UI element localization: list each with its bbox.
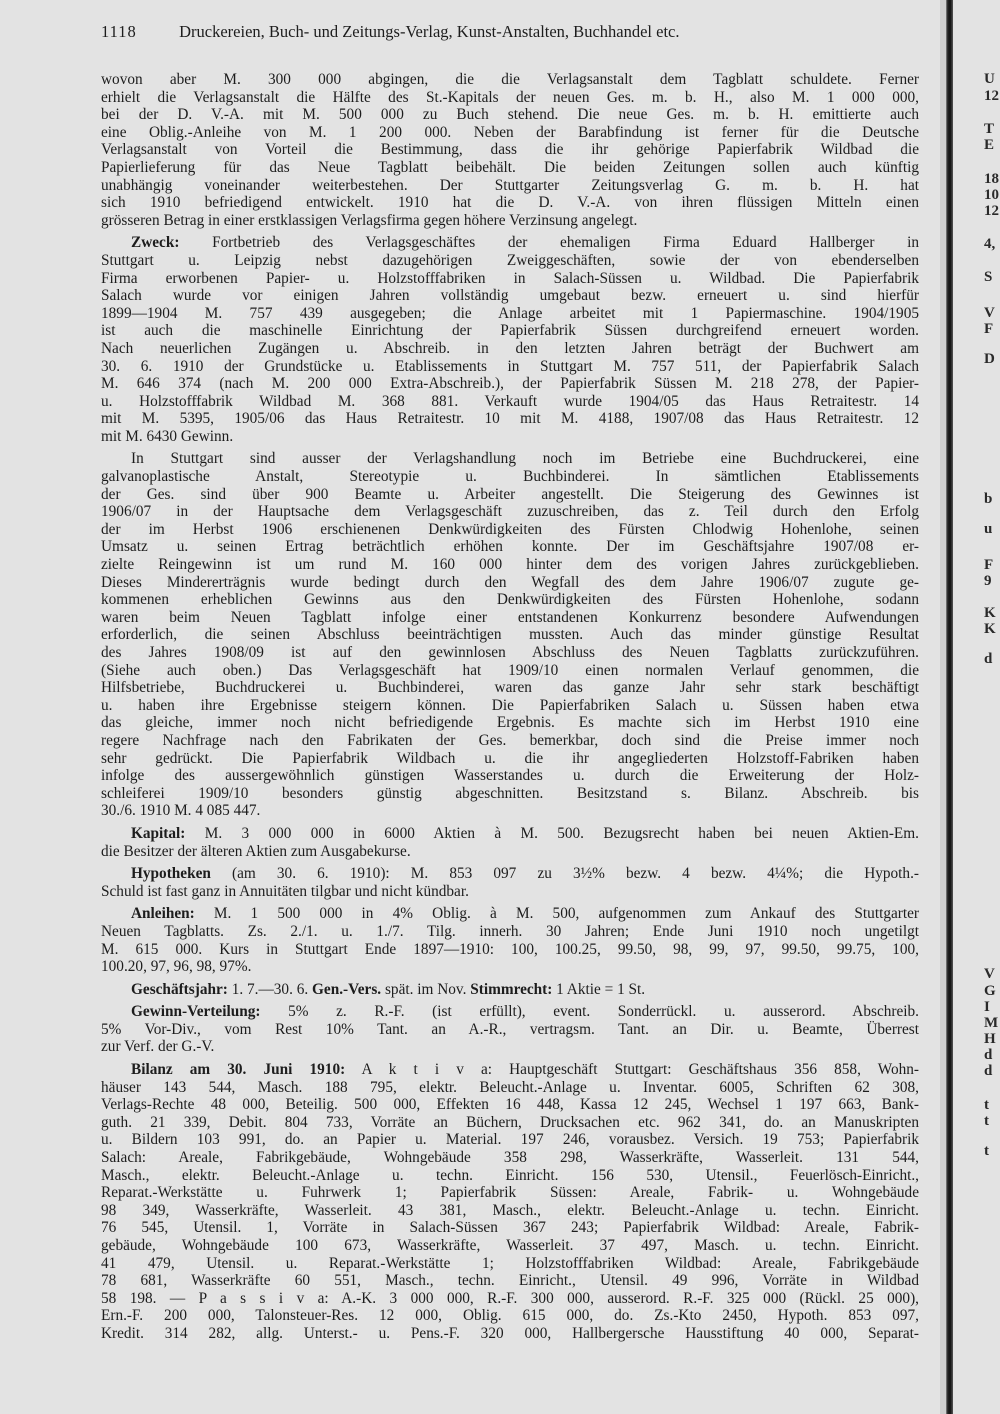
- fragment-text: u: [984, 521, 993, 537]
- section-keyword: Bilanz am 30. Juni 1910:: [131, 1061, 346, 1079]
- text-run: 1. 7.—30. 6.: [227, 980, 313, 998]
- text-line: [101, 340, 919, 358]
- text-line: [101, 732, 919, 750]
- text-line: [101, 1307, 919, 1325]
- paragraph: [101, 234, 919, 445]
- text-line: [101, 124, 919, 142]
- fragment-text: t: [984, 1143, 989, 1159]
- text-run: regere Nachfrage nach den Fabrikaten der Ges. bemerkbar, doch sind die Preise immer noch: [101, 731, 919, 749]
- text-run: Nach neuerlichen Zugängen u. Abschreib. in den letzten Jahren beträgt der Buchwert am: [101, 339, 919, 357]
- text-line: [101, 159, 919, 177]
- text-line: [101, 785, 919, 803]
- text-run: (Siehe auch oben.) Das Verlagsgeschäft hat 1909/10 einen normalen Verlauf genommen, die: [101, 661, 919, 679]
- text-line: [101, 89, 919, 107]
- text-line: [101, 468, 919, 486]
- text-line: [101, 1255, 919, 1273]
- text-run: spät. im Nov.: [381, 980, 471, 998]
- text-run: bei der D. V.-A. mit M. 500 000 zu Buch stehend. Die neue Ges. m. b. H. emittierte auch: [101, 106, 919, 124]
- text-run: des Jahres 1908/09 ist auf den gewinnlosen Abschluss des Neuen Tagblatts zurückzuführen.: [101, 644, 919, 661]
- section-keyword: Kapital:: [131, 824, 186, 842]
- paragraph: [101, 71, 919, 229]
- fragment-text: t: [984, 1113, 989, 1129]
- text-run: eine Oblig.-Anleihe von M. 1 200 000. Neben der Barabfindung ist ferner für die Deutsche: [101, 123, 919, 141]
- text-line: [101, 521, 919, 539]
- text-line: [101, 679, 919, 697]
- text-line: [101, 883, 919, 901]
- text-line: [101, 626, 919, 644]
- text-run: wovon aber M. 300 000 abgingen, die die Verlagsanstalt dem Tagblatt schuldete. Ferner: [101, 71, 919, 88]
- section-keyword: Stimmrecht:: [470, 980, 553, 998]
- document-body: [101, 71, 919, 1343]
- text-line: [101, 375, 919, 393]
- text-line: [101, 644, 919, 662]
- text-line: [101, 1184, 919, 1202]
- text-line: [101, 1149, 919, 1167]
- text-run: 98 349, Wasserkräfte, Wasserleit. 43 381, Masch., elektr. Beleucht.-Anlage u. techn. Einricht.: [101, 1201, 919, 1219]
- section-keyword: Gen.-Vers.: [312, 980, 382, 998]
- text-run: der Ges. sind über 900 Beamte u. Arbeiter angestellt. Die Steigerung des Gewinnes ist: [101, 485, 919, 503]
- text-line: [101, 697, 919, 715]
- fragment-text: 4,: [984, 236, 996, 252]
- text-run: M. 615 000. Kurs in Stuttgart Ende 1897—1910: 100, 100.25, 99.50, 98, 99, 97, 99.50, 99.75, 100,: [101, 940, 919, 958]
- text-run: sehr gedrückt. Die Papierfabrik Wildbach u. die ihr angegliederten Holzstoff-Fabriken haben: [101, 749, 919, 767]
- text-run: 58 198. — P a s s i v a: A.-K. 3 000 000, R.-F. 300 000, ausserord. R.-F. 325 000 (Rückl. 25 000),: [101, 1289, 919, 1307]
- fragment-text: 10: [984, 187, 999, 203]
- text-run: Kredit. 314 282, allg. Unterst.- u. Pens.-F. 320 000, Hallbergersche Hausstiftung 40 000, Separat-: [101, 1324, 919, 1342]
- text-line: [101, 923, 919, 941]
- text-run: Salach wurde vor einigen Jahren vollständig umgebaut bezw. erneuert u. sind hierfür: [101, 287, 919, 305]
- text-run: guth. 21 339, Debit. 804 733, Vorräte an Büchern, Drucksachen etc. 962 341, do. an Manuskripten: [101, 1113, 919, 1131]
- text-line: [101, 141, 919, 159]
- text-line: [101, 1038, 919, 1056]
- fragment-text: V: [984, 966, 995, 982]
- text-line: [101, 1021, 919, 1039]
- text-run: 76 545, Utensil. 1, Vorräte in Salach-Süssen 367 243; Papierfabrik Wildbad: Areale, Fabrik-: [101, 1219, 919, 1237]
- text-line: [101, 556, 919, 574]
- text-run: 1899—1904 M. 757 439 ausgegeben; die Anlage arbeitet mit 1 Papiermaschine. 1904/1905: [101, 304, 919, 322]
- fragment-text: d: [984, 1063, 993, 1079]
- text-line: [101, 410, 919, 428]
- text-line: [101, 767, 919, 785]
- fragment-text: 12: [984, 88, 999, 104]
- text-line: [101, 1325, 919, 1343]
- text-line: [101, 270, 919, 288]
- text-run: waren beim Neuen Tagblatt infolge einer entstandenen Konkurrenz besondere Aufwendungen: [101, 608, 919, 626]
- text-line: [101, 591, 919, 609]
- text-line: [101, 1079, 919, 1097]
- fragment-text: D: [984, 351, 995, 367]
- text-run: ist auch die maschinelle Einrichtung der Papierfabrik Süssen durchgreifend erneuert worden.: [101, 322, 919, 340]
- paragraph: [101, 865, 919, 900]
- text-line: [101, 1096, 919, 1114]
- fragment-text: E: [984, 137, 995, 153]
- text-run: Salach: Areale, Fabrikgebäude, Wohngebäude 358 298, Wasserkräfte, Wasserleit. 131 544,: [101, 1149, 919, 1167]
- text-run: Verlags-Rechte 48 000, Beteilig. 500 000, Effekten 16 448, Kassa 12 245, Wechsel 1 197 663, Bank-: [101, 1096, 919, 1114]
- fragment-text: 18: [984, 171, 999, 187]
- text-line: [101, 802, 919, 820]
- text-line: [101, 662, 919, 680]
- paragraph: [101, 1061, 919, 1343]
- paragraph: [101, 825, 919, 860]
- section-keyword: Hypotheken: [131, 865, 211, 883]
- fragment-text: 9: [984, 573, 992, 589]
- text-run: Masch., elektr. Beleucht.-Anlage u. techn. Einricht. 156 530, Utensil., Feuerlösch-Einricht.,: [101, 1166, 919, 1184]
- fragment-text: T: [984, 121, 995, 137]
- text-run: Umsatz u. seinen Ertrag beträchtlich erhöhen konnte. Der im Geschäftsjahre 1907/08 er-: [101, 538, 919, 556]
- text-line: [101, 750, 919, 768]
- text-line: [101, 574, 919, 592]
- text-line: [101, 941, 919, 959]
- text-line: [101, 428, 919, 446]
- text-run: In Stuttgart sind ausser der Verlagshandlung noch im Betriebe eine Buchdruckerei, eine: [131, 450, 919, 468]
- fragment-text: U: [984, 71, 995, 87]
- text-run: Firma erworbenen Papier- u. Holzstofffabriken in Salach-Süssen u. Wildbad. Die Papierfabrik: [101, 269, 919, 287]
- text-line: [101, 1114, 919, 1132]
- text-run: 5% z. R.-F. (ist erfüllt), event. Sonderrückl. u. ausserord. Abschreib.: [260, 1003, 919, 1021]
- text-run: Dieses Mindererträgnis wurde bedingt durch den Wegfall des dem Jahre 1906/07 zugute ge-: [101, 573, 919, 591]
- text-run: u. haben ihre Ergebnisse steigern können. Die Papierfabriken Salach u. Süssen haben etwa: [101, 696, 919, 714]
- text-line: [101, 609, 919, 627]
- section-keyword: Geschäftsjahr:: [131, 980, 228, 998]
- text-run: grösseren Betrag in einer erstklassigen Verlagsfirma gegen höhere Verzinsung angelegt.: [101, 211, 638, 229]
- text-run: Hilfsbetriebe, Buchdruckerei u. Buchbinderei, waren das ganze Jahr sehr stark beschäftigt: [101, 679, 919, 697]
- section-keyword: Gewinn-Verteilung:: [131, 1003, 261, 1021]
- text-line: [101, 538, 919, 556]
- text-line: [101, 1202, 919, 1220]
- text-run: schleiferei 1909/10 besonders günstig abgeschnitten. Besitzstand s. Bilanz. Abschreib. bis: [101, 784, 919, 802]
- text-line: [101, 981, 919, 999]
- fragment-text: d: [984, 1047, 993, 1063]
- fragment-text: I: [984, 999, 990, 1015]
- fragment-text: F: [984, 557, 994, 573]
- text-run: mit M. 5395, 1905/06 das Haus Retraitestr. 10 mit M. 4188, 1907/08 das Haus Retraitestr. 12: [101, 410, 919, 428]
- fragment-text: d: [984, 651, 993, 667]
- text-run: A k t i v a: Hauptgeschäft Stuttgart: Geschäftshaus 356 858, Wohn-: [345, 1061, 919, 1079]
- text-run: das gleiche, immer noch nicht befriedigende Ergebnis. Es machte sich im Herbst 1910 eine: [101, 714, 919, 732]
- fragment-text: M: [984, 1015, 999, 1031]
- text-run: kommenen erheblichen Gewinns aus den Denkwürdigkeiten des Fürsten Hohenlohe, sodann: [101, 591, 919, 609]
- paragraph: [101, 905, 919, 975]
- fragment-text: K: [984, 605, 996, 621]
- running-title: Druckereien, Buch- und Zeitungs-Verlag, Kunst-Anstalten, Buchhandel etc.: [179, 22, 680, 41]
- paragraph: [101, 1003, 919, 1056]
- text-line: [101, 958, 919, 976]
- text-run: zielte Reingewinn ist um rund M. 160 000 hinter dem des vorigen Jahres zurückgeblieben.: [101, 556, 919, 574]
- text-line: [101, 322, 919, 340]
- paragraph: [101, 450, 919, 819]
- fragment-text: V: [984, 305, 995, 321]
- fragment-text: b: [984, 491, 993, 507]
- page-number: 1118: [101, 22, 137, 41]
- text-line: [101, 71, 919, 89]
- text-run: (am 30. 6. 1910): M. 853 097 zu 3½% bezw. 4 bezw. 4¼%; die Hypoth.-: [210, 865, 919, 883]
- text-line: [101, 106, 919, 124]
- text-line: [101, 714, 919, 732]
- text-line: [101, 825, 919, 843]
- text-run: zur Verf. der G.-V.: [101, 1038, 215, 1056]
- text-run: Papierlieferung für das Neue Tagblatt beibehält. Die beiden Zeitungen sollen auch künftig: [101, 158, 919, 176]
- text-run: Fortbetrieb des Verlagsgeschäftes der ehemaligen Firma Eduard Hallberger in: [179, 234, 919, 252]
- text-run: 41 479, Utensil. u. Reparat.-Werkstätte 1; Holzstofffabriken Wildbad: Areale, Fabrikgebäude: [101, 1254, 919, 1272]
- text-line: [101, 1003, 919, 1021]
- text-line: [101, 1167, 919, 1185]
- text-run: unabhängig voneinander weiterbestehen. Der Stuttgarter Zeitungsverlag G. m. b. H. hat: [101, 176, 919, 194]
- section-keyword: Zweck:: [131, 234, 180, 252]
- text-run: Schuld ist fast ganz in Annuitäten tilgbar und nicht kündbar.: [101, 882, 469, 900]
- text-line: [101, 905, 919, 923]
- text-line: [101, 1219, 919, 1237]
- text-line: [101, 1290, 919, 1308]
- text-run: Neuen Tagblatts. Zs. 2./1. u. 1./7. Tilg. innerh. 30 Jahren; Ende Juni 1910 noch ungetilgt: [101, 922, 919, 940]
- text-line: [101, 865, 919, 883]
- text-run: der im Herbst 1906 erschienenen Denkwürdigkeiten des Fürsten Chlodwig Hohenlohe, seinen: [101, 520, 919, 538]
- fragment-text: F: [984, 321, 994, 337]
- text-line: [101, 1272, 919, 1290]
- text-run: gebäude, Wohngebäude 100 673, Wasserkräfte, Wasserleit. 37 497, Masch. u. techn. Einricht.: [101, 1237, 919, 1254]
- running-header: [101, 22, 919, 42]
- fragment-text: G: [984, 983, 996, 999]
- text-run: 78 681, Wasserkräfte 60 551, Masch., techn. Einricht., Utensil. 49 996, Vorräte in Wildbad: [101, 1272, 919, 1290]
- text-run: erforderlich, die seinen Abschluss beeinträchtigen mussten. Auch das minder günstige Resultat: [101, 626, 919, 644]
- text-line: [101, 252, 919, 270]
- text-line: [101, 287, 919, 305]
- text-line: [101, 358, 919, 376]
- text-line: [101, 393, 919, 411]
- text-run: Ern.-F. 200 000, Talonsteuer-Res. 12 000, Oblig. 615 000, do. Zs.-Kto 2450, Hypoth. 853 097,: [101, 1307, 919, 1325]
- text-run: 100.20, 97, 96, 98, 97%.: [101, 958, 252, 976]
- text-run: M. 646 374 (nach M. 200 000 Extra-Abschreib.), der Papierfabrik Süssen M. 218 278, der Papier-: [101, 375, 919, 393]
- text-run: u. Holzstofffabrik Wildbad M. 368 881. Verkauft wurde 1904/05 das Haus Retraitestr. 14: [101, 392, 919, 410]
- text-run: die Besitzer der älteren Aktien zum Ausgabekurse.: [101, 842, 411, 860]
- text-line: [101, 503, 919, 521]
- text-run: 30. 6. 1910 der Grundstücke u. Etablissements in Stuttgart M. 757 511, der Papierfabrik Salach: [101, 357, 919, 375]
- text-run: Stuttgart u. Leipzig nebst dazugehörigen Zweiggeschäften, sowie der von ebenderselben: [101, 251, 919, 269]
- section-keyword: Anleihen:: [131, 905, 195, 923]
- text-line: [101, 1237, 919, 1255]
- text-run: galvanoplastische Anstalt, Stereotypie u. Buchbinderei. In sämtlichen Etablissements: [101, 468, 919, 486]
- text-run: Verlagsanstalt von Vorteil die Bestimmung, dass die ihr gehörige Papierfabrik Wildbad die: [101, 141, 919, 159]
- text-line: [101, 177, 919, 195]
- text-line: [101, 450, 919, 468]
- text-line: [101, 1131, 919, 1149]
- fragment-text: H: [984, 1031, 996, 1047]
- text-run: 5% Vor-Div., vom Rest 10% Tant. an A.-R., vertragsm. Tant. an Dir. u. Beamte, Überrest: [101, 1020, 919, 1038]
- text-line: [101, 212, 919, 230]
- text-run: 30./6. 1910 M. 4 085 447.: [101, 802, 261, 820]
- text-line: [101, 1061, 919, 1079]
- text-run: häuser 143 544, Masch. 188 795, elektr. Beleucht.-Anlage u. Inventar. 6005, Schriften 62 308,: [101, 1078, 919, 1096]
- text-run: infolge des aussergewöhnlich günstigen Wasserstandes u. durch die Erweiterung der Holz-: [101, 767, 919, 785]
- text-line: [101, 843, 919, 861]
- fragment-text: t: [984, 1097, 989, 1113]
- text-run: u. Bildern 103 991, do. an Papier u. Material. 197 246, vorausbez. Versich. 19 753; Papierfabrik: [101, 1131, 919, 1149]
- page-gutter-edge: [946, 0, 953, 1414]
- text-run: M. 3 000 000 in 6000 Aktien à M. 500. Bezugsrecht haben bei neuen Aktien-Em.: [185, 824, 919, 842]
- text-run: erhielt die Verlagsanstalt die Hälfte des St.-Kapitals der neuen Ges. m. b. H., also M. 1 000 000,: [101, 88, 919, 106]
- text-run: sich 1910 befriedigend entwickelt. 1910 hat die D. V.-A. von ihren flüssigen Mitteln einen: [101, 194, 919, 212]
- fragment-text: 12: [984, 203, 999, 219]
- fragment-text: S: [984, 269, 993, 285]
- text-run: mit M. 6430 Gewinn.: [101, 427, 234, 445]
- paragraph: [101, 981, 919, 999]
- text-run: M. 1 500 000 in 4% Oblig. à M. 500, aufgenommen zum Ankauf des Stuttgarter: [194, 905, 919, 923]
- text-line: [101, 305, 919, 323]
- fragment-text: K: [984, 621, 996, 637]
- text-line: [101, 234, 919, 252]
- text-run: 1906/07 in der Hauptsache dem Verlagsgeschäft zuzuschreiben, das z. Teil durch den Erfolg: [101, 503, 919, 521]
- text-line: [101, 486, 919, 504]
- text-run: Reparat.-Werkstätte u. Fuhrwerk 1; Papierfabrik Süssen: Areale, Fabrik- u. Wohngebäude: [101, 1184, 919, 1202]
- text-run: 1 Aktie = 1 St.: [552, 980, 646, 998]
- text-line: [101, 194, 919, 212]
